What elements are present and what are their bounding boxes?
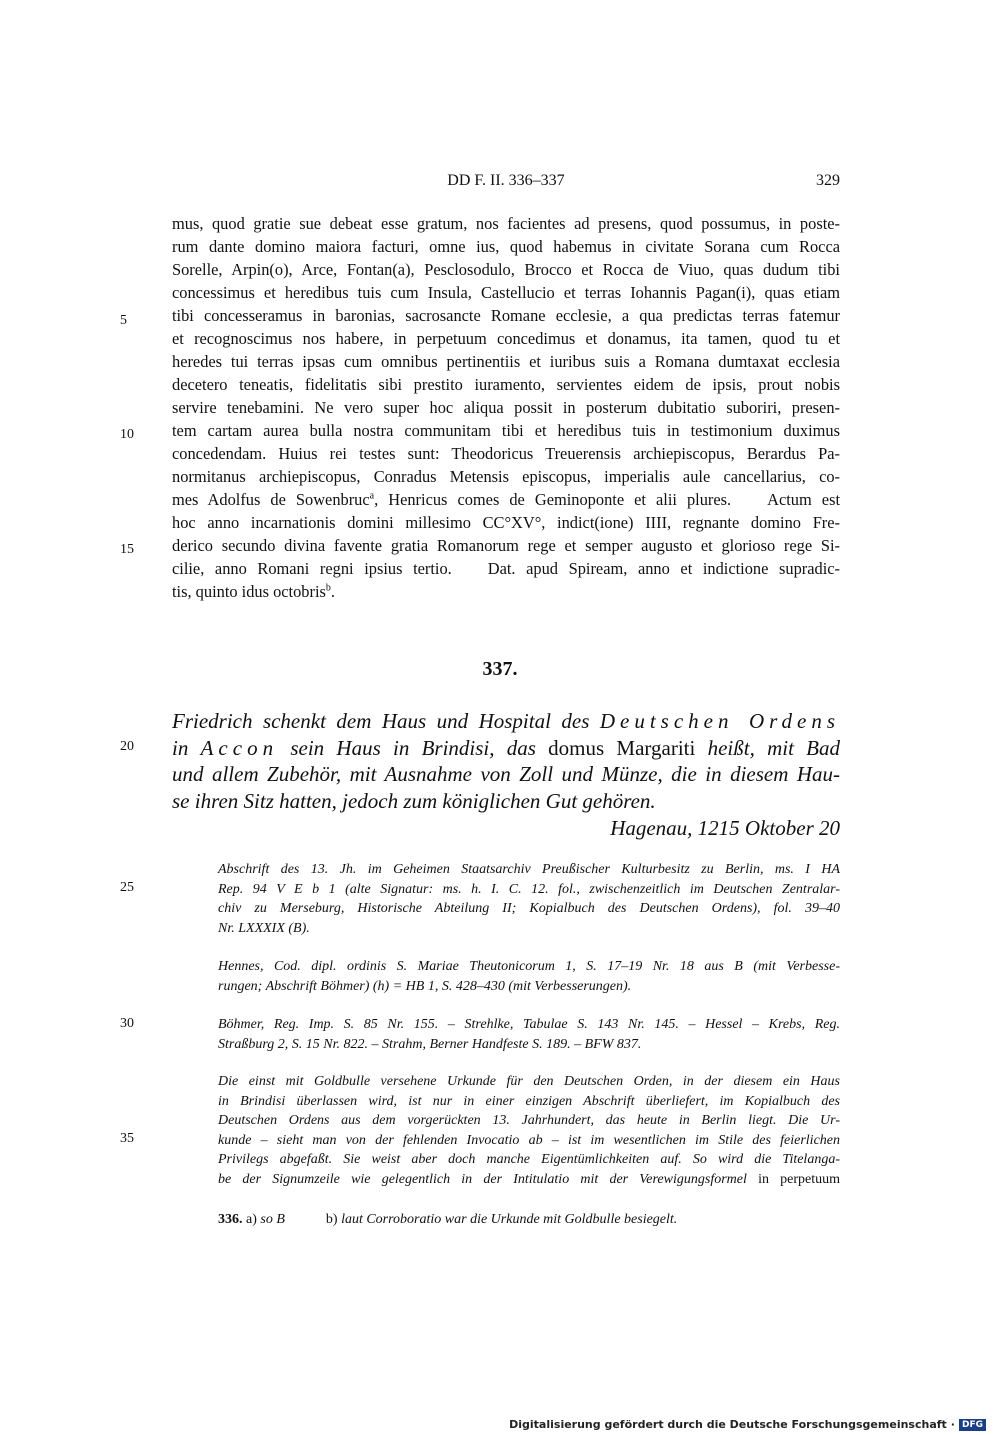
regest-segment: Friedrich schenkt dem Haus und Hospital des — [172, 709, 590, 733]
regesta-block — [218, 1015, 840, 1054]
text-segment: cilie, anno Romani regni ipsius tertio. — [172, 559, 452, 578]
note-a-text: so B — [260, 1212, 285, 1227]
text-segment: mes Adolfus de Sowenbruc — [172, 490, 370, 509]
text-segment: tis, quinto idus octobris — [172, 582, 326, 601]
text-line — [172, 557, 840, 580]
regest-segment: in — [172, 735, 189, 760]
note-b-key: b) — [325, 1212, 338, 1227]
header-title: DD F. II. 336–337 — [447, 172, 565, 189]
line-number-5: 5 — [120, 313, 127, 328]
text-line: concessimus et heredibus tuis cum Insula, Castellucio et terras Iohannis Pagan(i), quas etiam — [172, 283, 840, 302]
commentary-line: Privilegs abgefaßt. Sie weist aber doch manche Eigentümlichkeiten auf. So wird die Titelanga- — [218, 1152, 840, 1167]
text-line: normitanus archiepiscopus, Conradus Metensis episcopus, imperialis aule cancellarius, co- — [172, 467, 840, 486]
tradition-line: Nr. LXXXIX (B). — [218, 920, 310, 936]
text-line — [172, 580, 840, 603]
text-line: Sorelle, Arpin(o), Arce, Fontan(a), Pesclosodulo, Brocco et Rocca de Viuo, quas dudum tibi — [172, 260, 840, 279]
text-line: concedendam. Huius rei testes sunt: Theodoricus Treuerensis archiepiscopus, Berardus Pa- — [172, 444, 840, 463]
edition-line: rungen; Abschrift Böhmer) (h) = HB 1, S. 428–430 (mit Verbesserungen). — [218, 978, 632, 994]
text-line: tem cartam aurea bulla nostra communitam tibi et heredibus tuis in testimonium duximus — [172, 421, 840, 440]
commentary-line: in Brindisi überlassen wird, ist nur in einer einzigen Abschrift überliefert, im Kopialbuch des — [218, 1093, 840, 1109]
text-line: hoc anno incarnationis domini millesimo CC°XV°, indict(ione) IIII, regnante domino Fre- — [172, 513, 840, 532]
commentary-line: Die einst mit Goldbulle versehene Urkunde für den Deutschen Orden, in der diesem ein Haus — [218, 1074, 840, 1089]
text-line: decetero teneatis, fidelitatis sibi prestito iuramento, servientes eidem de ipsis, prout nobis — [172, 375, 840, 394]
note-b-text: laut Corroboratio war die Urkunde mit Goldbulle besiegelt. — [341, 1212, 678, 1227]
regesta-line: Böhmer, Reg. Imp. S. 85 Nr. 155. – Strehlke, Tabulae S. 143 Nr. 145. – Hessel – Krebs, Reg. — [218, 1017, 840, 1032]
text-line: heredes tui terras ipsas cum omnibus pertinentiis et iuribus suis a Romana dumtaxat ecclesia — [172, 352, 840, 371]
tradition-line: Abschrift des 13. Jh. im Geheimen Staatsarchiv Preußischer Kulturbesitz zu Berlin, ms. I HA — [218, 862, 840, 877]
commentary-segment: in perpetuum — [758, 1171, 841, 1187]
text-line: mus, quod gratie sue debeat esse gratum, nos facientes ad presens, quod possumus, in poste- — [172, 214, 840, 233]
text-segment: Actum est — [767, 490, 840, 509]
text-line: tibi concesseramus in baronias, sacrosancte Romane ecclesie, a qua predictas terras fatemur — [172, 306, 840, 325]
commentary-line: kunde – sieht man von der fehlenden Invocatio ab – ist im wesentlichen im Stile des feierlichen — [218, 1132, 840, 1148]
line-number-15: 15 — [120, 542, 134, 557]
footnote-marker-b: b — [325, 582, 331, 594]
spaced-name: Deutschen Ordens — [599, 709, 841, 733]
spaced-name: Accon — [200, 735, 279, 760]
document-336-text — [172, 212, 840, 603]
regest-segment: sein Haus in Brindisi, das — [290, 735, 536, 760]
line-number-20: 20 — [120, 739, 134, 754]
regest-line — [172, 708, 840, 735]
regest-line: und allem Zubehör, mit Ausnahme von Zoll und Münze, die in diesem Hau- — [172, 762, 840, 786]
notes-reference: 336. — [218, 1212, 243, 1227]
commentary-line — [218, 1170, 840, 1190]
text-line — [172, 488, 840, 511]
tradition-line: Rep. 94 V E b 1 (alte Signatur: ms. h. I. C. 12. fol., zwischenzeitlich im Deutschen Zentralar- — [218, 881, 840, 897]
text-line: servire tenebamini. Ne vero super hoc aliqua possit in posterum dubitatio suboriri, presen- — [172, 398, 840, 417]
footnote-marker-a: a — [369, 490, 375, 502]
text-segment: . — [330, 582, 336, 601]
edition-line: Hennes, Cod. dipl. ordinis S. Mariae Theutonicorum 1, S. 17–19 Nr. 18 aus B (mit Verbesse- — [218, 959, 840, 974]
commentary-segment: be der Signumzeile wie gelegentlich in der Intitulatio mit der Verewigungsformel — [218, 1171, 747, 1187]
running-header — [172, 172, 840, 196]
credit-text: Digitalisierung gefördert durch die Deutsche Forschungsgemeinschaft — [509, 1418, 947, 1431]
text-line: derico secundo divina favente gratia Romanorum rege et semper augusto et glorioso rege Si- — [172, 536, 840, 555]
tradition-line: chiv zu Merseburg, Historische Abteilung II; Kopialbuch des Deutschen Ordens), fol. 39–40 — [218, 901, 840, 916]
dateline: Hagenau, 1215 Oktober 20 — [610, 816, 840, 840]
commentary-line: Deutschen Ordens aus dem vorgerückten 13. Jahrhundert, das heute in Berlin liegt. Die Ur- — [218, 1113, 840, 1128]
regest-segment: heißt, mit Bad — [707, 735, 841, 760]
note-a-key: a) — [246, 1212, 257, 1227]
document-number: 337. — [482, 658, 518, 680]
line-number-25: 25 — [120, 880, 134, 895]
text-line: rum dante domino maiora facturi, omne ius, quod habemus in civitate Sorana cum Rocca — [172, 237, 840, 256]
page-number: 329 — [816, 172, 840, 189]
commentary-block — [218, 1072, 840, 1189]
text-segment: Dat. apud Spiream, anno et indictione supradic- — [487, 559, 841, 578]
tradition-block — [218, 860, 840, 938]
regest-line — [172, 735, 840, 762]
line-number-10: 10 — [120, 427, 134, 442]
editions-block — [218, 957, 840, 996]
text-line: et recognoscimus nos habere, in perpetuum concedimus et donamus, ita tamen, quod tu et — [172, 329, 840, 348]
critical-notes — [218, 1212, 840, 1228]
quoted-name: domus Margariti — [548, 735, 696, 760]
text-segment: , Henricus comes de Geminoponte et alii plures. — [374, 490, 732, 509]
regesta-line: Straßburg 2, S. 15 Nr. 822. – Strahm, Berner Handfeste S. 189. – BFW 837. — [218, 1036, 642, 1052]
line-number-30: 30 — [120, 1016, 134, 1031]
regest — [172, 708, 840, 842]
line-number-35: 35 — [120, 1131, 134, 1146]
regest-line: se ihren Sitz hatten, jedoch zum königlichen Gut gehören. — [172, 788, 656, 813]
funding-credit: Digitalisierung gefördert durch die Deutsche Forschungsgemeinschaft · DFG — [509, 1418, 986, 1431]
dfg-logo-icon: DFG — [959, 1419, 986, 1431]
